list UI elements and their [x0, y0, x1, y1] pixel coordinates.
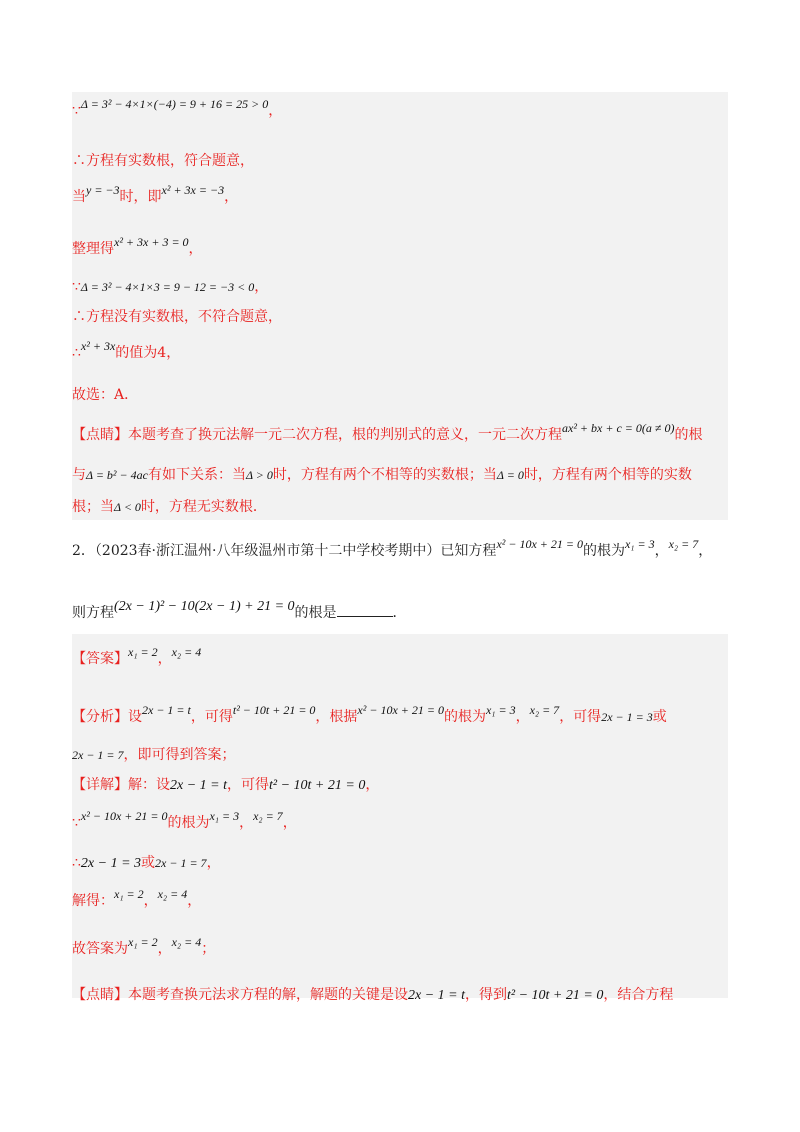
b1-line-5: ∵Δ = 3² − 4×1×3 = 9 − 12 = −3 < 0，	[72, 279, 269, 295]
b2-line-8: 故答案为x₁ = 2，x₂ = 4；	[72, 935, 216, 957]
b1-line-9: 【点睛】本题考查了换元法解一元二次方程，根的判别式的意义，一元二次方程ax² + bx + c = 0(a ≠ 0)的根	[72, 421, 703, 443]
b1-line-7: ∴x² + 3x的值为4，	[72, 339, 181, 361]
solution-block-2	[72, 634, 728, 1003]
b2-line-5: ∵x² − 10x + 21 = 0的根为x₁ = 3，x₂ = 7，	[72, 809, 297, 831]
formula: x₁ = 3	[485, 703, 516, 717]
formula: x₁ = 2	[114, 887, 144, 901]
formula: Δ < 0	[114, 500, 141, 514]
formula: x² + 3x + 3 = 0	[114, 235, 189, 249]
b1-line-2: ∴方程有实数根，符合题意，	[72, 153, 254, 169]
formula: 2x − 1 = 7	[72, 748, 124, 762]
formula: Δ = 3² − 4×1×3 = 9 − 12 = −3 < 0	[80, 280, 255, 294]
formula: ax² + bx + c = 0(a ≠ 0)	[562, 421, 675, 435]
formula: x₁ = 2	[128, 935, 158, 949]
formula: x² + 3x = −3	[161, 183, 225, 197]
b1-line-10: 与Δ = b² − 4ac有如下关系：当Δ > 0时，方程有两个不相等的实数根；当Δ = 0时，方程有两个相等的实数	[72, 467, 692, 483]
b2-line-7: 解得：x₁ = 2，x₂ = 4，	[72, 887, 202, 909]
b2-line-answer: 【答案】x₁ = 2，x₂ = 4	[72, 645, 202, 667]
b1-line-3: 当y = −3时，即x² + 3x = −3，	[72, 183, 239, 205]
formula: x₂ = 7	[668, 537, 699, 551]
formula: 2x − 1 = t	[142, 703, 191, 717]
formula: x₂ = 7	[253, 809, 283, 823]
formula: x₂ = 4	[157, 887, 188, 901]
formula: Δ = 3² − 4×1×(−4) = 9 + 16 = 25 > 0	[80, 97, 269, 111]
formula: x² − 10x + 21 = 0	[80, 809, 168, 823]
formula: x₂ = 4	[171, 935, 202, 949]
formula: x² − 10x + 21 = 0	[357, 703, 444, 717]
formula: t² − 10t + 21 = 0	[232, 703, 316, 717]
b1-line-8: 故选：A．	[72, 387, 139, 403]
formula: x₁ = 3	[624, 537, 655, 551]
b1-line-4: 整理得x² + 3x + 3 = 0，	[72, 235, 203, 257]
b2-line-comment: 【点睛】本题考查换元法求方程的解，解题的关键是设2x − 1 = t，得到t² − 10t + 21 = 0，结合方程	[72, 987, 674, 1003]
b2-line-6: ∴2x − 1 = 3或2x − 1 = 7，	[72, 855, 221, 871]
formula: 2x − 1 = 3	[601, 710, 653, 724]
b1-line-1: ∵Δ = 3² − 4×1×(−4) = 9 + 16 = 25 > 0，	[72, 97, 283, 119]
formula: t² − 10t + 21 = 0	[507, 988, 604, 1003]
b1-line-11: 根；当Δ < 0时，方程无实数根．	[72, 499, 267, 515]
formula: y = −3	[86, 183, 120, 197]
formula: 2x − 1 = t	[408, 988, 465, 1003]
formula: t² − 10t + 21 = 0	[269, 778, 366, 793]
b1-line-6: ∴方程没有实数根，不符合题意，	[72, 309, 282, 325]
formula: Δ = b² − 4ac	[86, 468, 148, 482]
answer-blank	[337, 604, 393, 617]
formula: x₂ = 4	[171, 645, 202, 659]
formula: x₂ = 7	[529, 703, 560, 717]
formula: x² + 3x	[80, 339, 116, 353]
b2-line-detail: 【详解】解：设2x − 1 = t，可得t² − 10t + 21 = 0，	[72, 777, 380, 793]
question-2-line-2: 则方程(2x − 1)² − 10(2x − 1) + 21 = 0的根是 ．	[72, 599, 407, 621]
formula: Δ = 0	[496, 468, 524, 482]
formula: x₁ = 2	[128, 645, 158, 659]
b2-line-analysis: 【分析】设2x − 1 = t，可得t² − 10t + 21 = 0，根据x² − 10x + 21 = 0的根为x₁ = 3，x₂ = 7，可得2x − 1 = 3或	[72, 703, 667, 725]
formula: 2x − 1 = t	[170, 778, 227, 793]
formula: Δ > 0	[245, 468, 273, 482]
formula: (2x − 1)² − 10(2x − 1) + 21 = 0	[114, 599, 295, 614]
formula: 2x − 1 = 7	[155, 856, 207, 870]
formula: x² − 10x + 21 = 0	[496, 537, 583, 551]
formula: 2x − 1 = 3	[80, 856, 142, 871]
b2-line-3: 2x − 1 = 7，即可得到答案；	[72, 747, 236, 763]
solution-block-1	[72, 92, 728, 520]
question-2-line-1: 2．（2023春·浙江温州·八年级温州市第十二中学校考期中）已知方程x² − 10x + 21 = 0的根为x₁ = 3，x₂ = 7，	[72, 537, 713, 559]
formula: x₁ = 3	[209, 809, 240, 823]
